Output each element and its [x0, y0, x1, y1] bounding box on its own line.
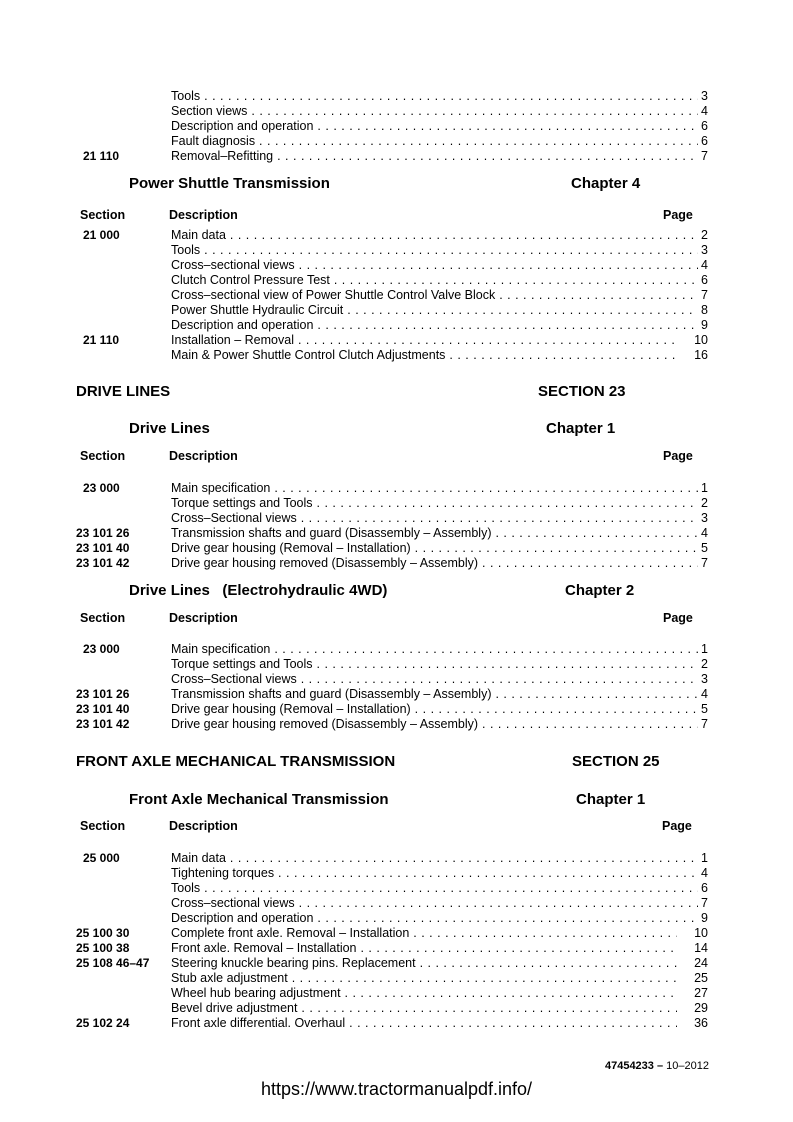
toc-row[interactable]	[0, 866, 793, 881]
chapter-title: Power Shuttle Transmission	[129, 175, 330, 192]
toc-section-code: 21 110	[83, 149, 120, 163]
document-number: 47454233	[604, 1060, 654, 1072]
toc-description: Power Shuttle Hydraulic Circuit . . .	[171, 303, 708, 318]
toc-page-number: 6	[698, 273, 708, 288]
toc-description: Cross–Sectional views . . .	[171, 511, 708, 526]
chapter-number: Chapter 4	[571, 175, 641, 192]
section-title: DRIVE LINES	[76, 383, 171, 400]
toc-page-number: 7	[698, 556, 708, 571]
toc-description: Torque settings and Tools . . .	[171, 496, 708, 511]
toc-page-number: 6	[698, 134, 708, 149]
document-code	[605, 1060, 709, 1072]
toc-section-code: 23 000	[83, 481, 120, 495]
toc-page-number: 2	[698, 228, 708, 243]
chapter-title: Front Axle Mechanical Transmission	[129, 791, 389, 808]
toc-description: Main specification . . .	[171, 642, 708, 657]
toc-description: Bevel drive adjustment . . .	[171, 1001, 708, 1016]
toc-row[interactable]	[0, 318, 793, 333]
toc-row[interactable]	[0, 717, 793, 732]
document-code-dash: –	[656, 1060, 664, 1072]
toc-description: Description and operation . . .	[171, 318, 708, 333]
toc-page-number: 8	[698, 303, 708, 318]
toc-description: Clutch Control Pressure Test . . .	[171, 273, 708, 288]
toc-description: Main data . . .	[171, 228, 708, 243]
toc-description: Main & Power Shuttle Control Clutch Adjustments . . .	[171, 348, 708, 363]
toc-row[interactable]	[0, 657, 793, 672]
toc-row[interactable]	[0, 243, 793, 258]
toc-page-number: 7	[698, 896, 708, 911]
toc-page-number: 25	[677, 971, 708, 986]
toc-description: Cross–sectional view of Power Shuttle Control Valve Block . . .	[171, 288, 708, 303]
toc-row[interactable]	[0, 348, 793, 363]
toc-page-number: 10	[677, 333, 708, 348]
toc-description: Drive gear housing (Removal – Installation) . . .	[171, 702, 708, 717]
toc-description: Section views . . .	[171, 104, 708, 119]
toc-description: Stub axle adjustment . . .	[171, 971, 708, 986]
toc-section-code: 23 101 26	[76, 526, 130, 540]
toc-row[interactable]	[0, 941, 793, 956]
toc-page-number: 5	[698, 541, 708, 556]
toc-description: Transmission shafts and guard (Disassembly – Assembly) . . .	[171, 526, 708, 541]
toc-row[interactable]	[0, 526, 793, 541]
toc-row[interactable]	[0, 986, 793, 1001]
column-header-description: Description	[169, 819, 238, 833]
toc-description: Tools . . .	[171, 243, 708, 258]
toc-description: Fault diagnosis . . .	[171, 134, 708, 149]
column-header-page: Page	[663, 611, 693, 625]
toc-row[interactable]	[0, 926, 793, 941]
toc-page-number: 9	[698, 318, 708, 333]
toc-description: Cross–Sectional views . . .	[171, 672, 708, 687]
toc-row[interactable]	[0, 258, 793, 273]
toc-description: Front axle. Removal – Installation . . .	[171, 941, 708, 956]
toc-section-code: 25 100 38	[76, 941, 130, 955]
document-date: 10–2012	[666, 1060, 709, 1072]
toc-page-number: 29	[677, 1001, 708, 1016]
toc-row[interactable]	[0, 851, 793, 866]
toc-section-code: 25 100 30	[76, 926, 130, 940]
toc-description: Drive gear housing removed (Disassembly – Assembly) . . .	[171, 717, 708, 732]
toc-page-number: 4	[698, 687, 708, 702]
source-url[interactable]: https://www.tractormanualpdf.info/	[260, 1079, 533, 1099]
toc-row[interactable]	[0, 496, 793, 511]
column-header-page: Page	[663, 449, 693, 463]
toc-page-number: 7	[698, 288, 708, 303]
toc-description: Transmission shafts and guard (Disassembly – Assembly) . . .	[171, 687, 708, 702]
toc-section-code: 23 101 26	[76, 687, 130, 701]
toc-page-number: 1	[698, 481, 708, 496]
toc-section-code: 23 101 42	[76, 556, 130, 570]
toc-row[interactable]	[0, 119, 793, 134]
toc-description: Cross–sectional views . . .	[171, 258, 708, 273]
toc-row[interactable]	[0, 881, 793, 896]
toc-page-number: 10	[677, 926, 708, 941]
toc-description: Main specification . . .	[171, 481, 708, 496]
column-header-section: Section	[80, 449, 126, 463]
toc-row[interactable]	[0, 642, 793, 657]
toc-row[interactable]	[0, 702, 793, 717]
chapter-number: Chapter 1	[546, 420, 616, 437]
toc-section-code: 21 110	[83, 333, 120, 347]
toc-row[interactable]	[0, 687, 793, 702]
column-header-section: Section	[80, 208, 126, 222]
toc-page-number: 3	[698, 672, 708, 687]
toc-page-number: 7	[698, 717, 708, 732]
section-title: FRONT AXLE MECHANICAL TRANSMISSION	[76, 753, 396, 770]
toc-section-code: 23 101 40	[76, 702, 130, 716]
toc-description: Main data . . .	[171, 851, 708, 866]
toc-description: Removal–Refitting . . .	[171, 149, 708, 164]
toc-description: Torque settings and Tools . . .	[171, 657, 708, 672]
toc-page-number: 27	[677, 986, 708, 1001]
chapter-title: Drive Lines	[129, 420, 210, 437]
toc-row[interactable]	[0, 228, 793, 243]
toc-page-number: 1	[698, 851, 708, 866]
toc-page-number: 4	[698, 866, 708, 881]
toc-description: Tools . . .	[171, 881, 708, 896]
toc-row[interactable]	[0, 89, 793, 104]
toc-row[interactable]	[0, 333, 793, 348]
toc-description: Tools . . .	[171, 89, 708, 104]
toc-description: Tightening torques . . .	[171, 866, 708, 881]
column-header-description: Description	[169, 611, 238, 625]
toc-description: Wheel hub bearing adjustment . . .	[171, 986, 708, 1001]
toc-section-code: 21 000	[83, 228, 120, 242]
toc-section-code: 23 101 40	[76, 541, 130, 555]
toc-description: Steering knuckle bearing pins. Replacement . . .	[171, 956, 708, 971]
chapter-title: Drive Lines (Electrohydraulic 4WD)	[129, 582, 388, 599]
toc-row[interactable]	[0, 288, 793, 303]
toc-page-number: 5	[698, 702, 708, 717]
toc-row[interactable]	[0, 104, 793, 119]
toc-description: Complete front axle. Removal – Installation . . .	[171, 926, 708, 941]
toc-section-code: 23 101 42	[76, 717, 130, 731]
toc-row[interactable]	[0, 134, 793, 149]
column-header-description: Description	[169, 208, 238, 222]
toc-page-number: 7	[698, 149, 708, 164]
toc-page-number: 4	[698, 258, 708, 273]
toc-row[interactable]	[0, 541, 793, 556]
toc-row[interactable]	[0, 672, 793, 687]
toc-page-number: 1	[698, 642, 708, 657]
toc-section-code: 25 000	[83, 851, 120, 865]
toc-page-number: 6	[698, 119, 708, 134]
toc-row[interactable]	[0, 556, 793, 571]
toc-row[interactable]	[0, 971, 793, 986]
toc-row[interactable]	[0, 149, 793, 164]
toc-page-number: 4	[698, 104, 708, 119]
toc-page-number: 3	[698, 89, 708, 104]
toc-row[interactable]	[0, 511, 793, 526]
toc-description: Drive gear housing removed (Disassembly – Assembly) . . .	[171, 556, 708, 571]
toc-description: Installation – Removal . . .	[171, 333, 708, 348]
section-number: SECTION 23	[538, 383, 626, 400]
column-header-section: Section	[80, 819, 126, 833]
section-number: SECTION 25	[572, 753, 660, 770]
toc-page-number: 2	[698, 657, 708, 672]
column-header-page: Page	[663, 208, 693, 222]
chapter-number: Chapter 1	[576, 791, 646, 808]
chapter-number: Chapter 2	[565, 582, 635, 599]
toc-row[interactable]	[0, 1001, 793, 1016]
column-header-section: Section	[80, 611, 126, 625]
toc-page-number: 9	[698, 911, 708, 926]
toc-row[interactable]	[0, 956, 793, 971]
column-header-description: Description	[169, 449, 238, 463]
toc-row[interactable]	[0, 303, 793, 318]
toc-page-number: 14	[677, 941, 708, 956]
toc-page-number: 24	[677, 956, 708, 971]
toc-section-code: 23 000	[83, 642, 120, 656]
toc-description: Description and operation . . .	[171, 911, 708, 926]
toc-row[interactable]	[0, 1016, 793, 1031]
toc-description: Drive gear housing (Removal – Installation) . . .	[171, 541, 708, 556]
toc-row[interactable]	[0, 273, 793, 288]
toc-section-code: 25 102 24	[76, 1016, 130, 1030]
toc-description: Front axle differential. Overhaul . . .	[171, 1016, 708, 1031]
toc-page-number: 2	[698, 496, 708, 511]
toc-page-number: 4	[698, 526, 708, 541]
toc-description: Cross–sectional views . . .	[171, 896, 708, 911]
toc-description: Description and operation . . .	[171, 119, 708, 134]
toc-row[interactable]	[0, 896, 793, 911]
toc-section-code: 25 108 46–47	[76, 956, 150, 970]
column-header-page: Page	[662, 819, 692, 833]
toc-page-number: 36	[677, 1016, 708, 1031]
toc-page-number: 3	[698, 511, 708, 526]
toc-row[interactable]	[0, 481, 793, 496]
toc-row[interactable]	[0, 911, 793, 926]
toc-page-number: 3	[698, 243, 708, 258]
toc-page-number: 6	[698, 881, 708, 896]
toc-page-number: 16	[677, 348, 708, 363]
